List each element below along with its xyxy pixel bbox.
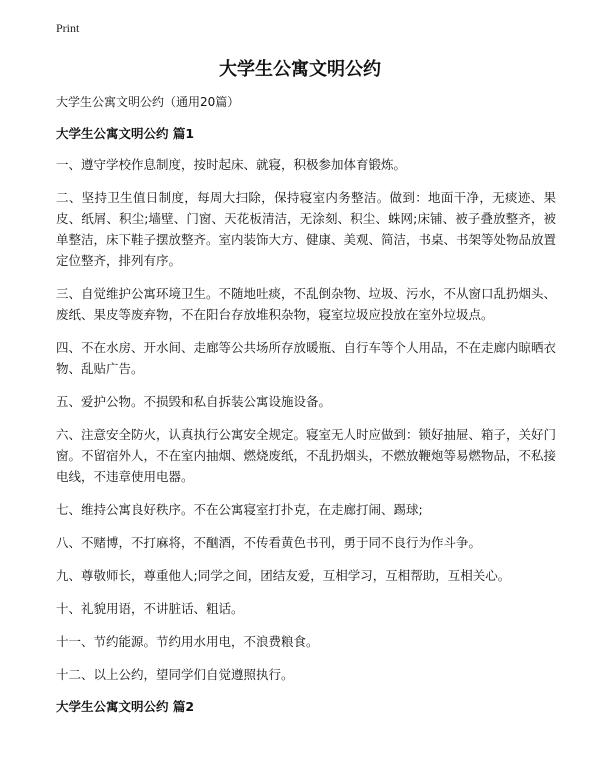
paragraph-5: 五、爱护公物。不损毁和私自拆装公寓设施设备。 [56, 394, 332, 409]
section-heading-2: 大学生公寓文明公约 篇2 [56, 699, 195, 714]
paragraph-2: 二、坚持卫生值日制度，每周大扫除，保持寝室内务整洁。做到：地面干净，无痰迹、果皮、纸屑、积尘;墙壁、门窗、天花板清洁，无涂刻、积尘、蛛网;床铺、被子叠放整齐，被单整洁，床下鞋子摆放整齐。室内装饰大方、健康、美观、简洁，书桌、书架等处物品放置定位整齐，排列有序。 [56, 190, 557, 268]
paragraph-12: 十二、以上公约，望同学们自觉遵照执行。 [56, 667, 294, 682]
paragraph-11: 十一、节约能源。节约用水用电，不浪费粮食。 [56, 634, 319, 649]
paragraph-4: 四、不在水房、开水间、走廊等公共场所存放暖瓶、自行车等个人用品，不在走廊内晾晒衣物、乱贴广告。 [56, 340, 557, 376]
page-title: 大学生公寓文明公约 [219, 59, 381, 80]
document-subtitle: 大学生公寓文明公约（通用20篇） [56, 95, 240, 109]
paragraph-10: 十、礼貌用语，不讲脏话、粗话。 [56, 601, 244, 616]
paragraph-3: 三、自觉维护公寓环境卫生。不随地吐痰，不乱倒杂物、垃圾、污水，不从窗口乱扔烟头、废纸、果皮等废弃物，不在阳台存放堆积杂物，寝室垃圾应投放在室外垃圾点。 [56, 286, 557, 322]
section-heading-1: 大学生公寓文明公约 篇1 [56, 126, 195, 141]
document-body [56, 92, 556, 727]
paragraph-8: 八、不赌博，不打麻将，不酗酒，不传看黄色书刊，勇于同不良行为作斗争。 [56, 535, 482, 550]
paragraph-6: 六、注意安全防火，认真执行公寓安全规定。寝室无人时应做到：锁好抽屉、箱子，关好门窗。不留宿外人，不在室内抽烟、燃烧废纸，不乱扔烟头，不燃放鞭炮等易燃物品，不私接电线，不违章使用电器。 [56, 427, 557, 484]
paragraph-9: 九、尊敬师长，尊重他人;同学之间，团结友爱，互相学习，互相帮助，互相关心。 [56, 568, 511, 583]
paragraph-7: 七、维持公寓良好秩序。不在公寓寝室打扑克，在走廊打闹、踢球; [56, 502, 423, 517]
paragraph-1: 一、遵守学校作息制度，按时起床、就寝，积极参加体育锻炼。 [56, 157, 407, 172]
print-link[interactable]: Print [56, 21, 80, 35]
